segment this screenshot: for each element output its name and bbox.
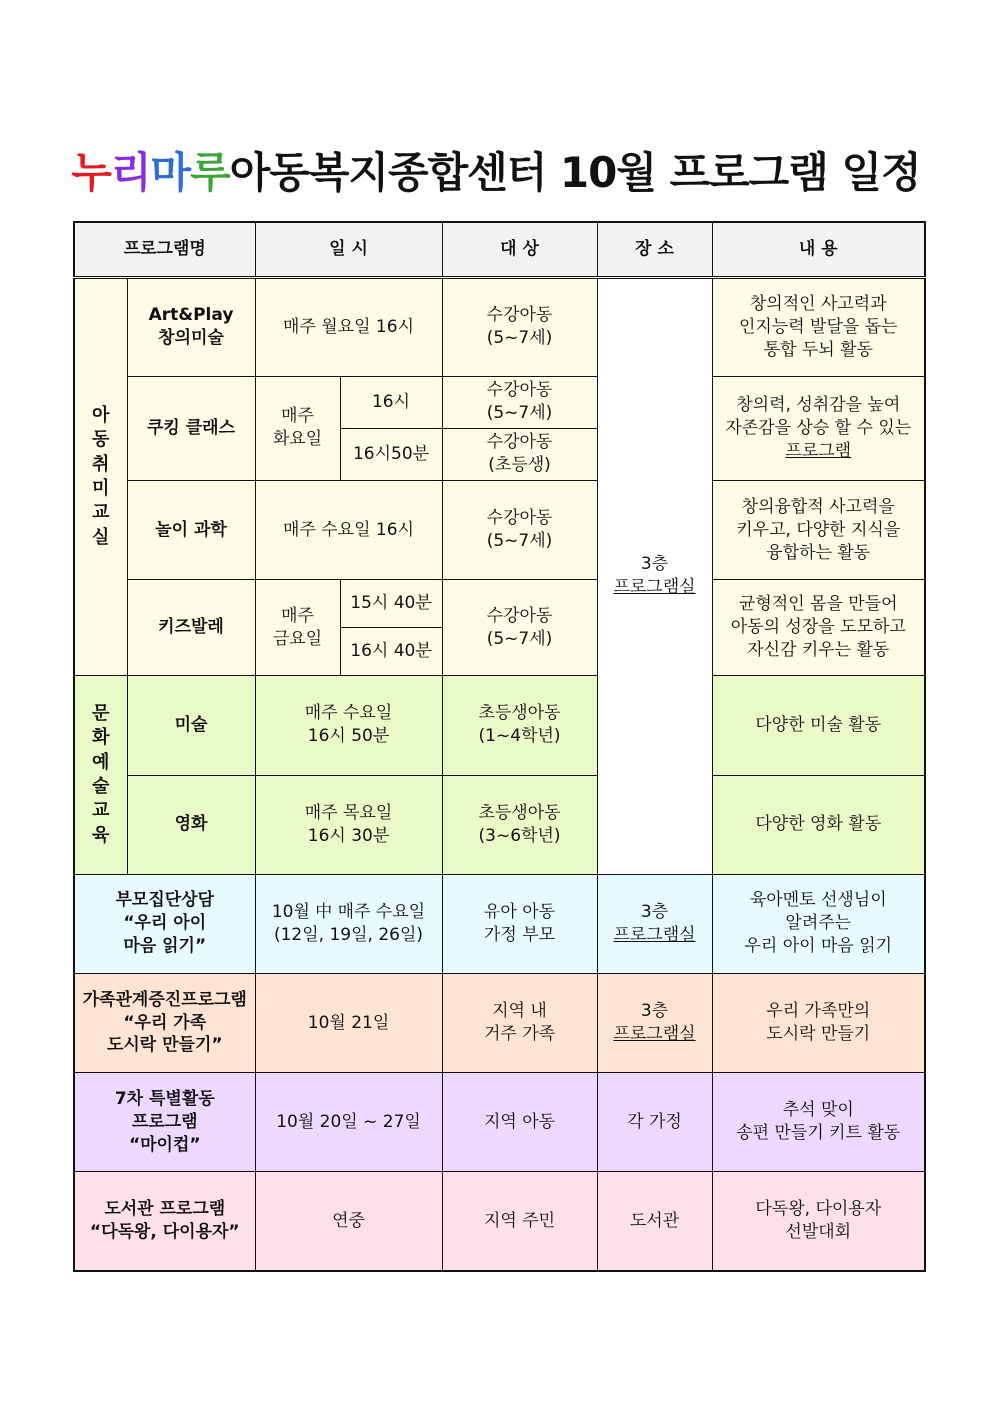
program-content: 창의융합적 사고력을 키우고, 다양한 지식을 융합하는 활동 xyxy=(712,480,925,579)
brand-char: 루 xyxy=(190,148,230,197)
program-target: 수강아동 (5~7세) xyxy=(442,580,597,676)
program-name: 가족관계증진프로그램 “우리 가족 도시락 만들기” xyxy=(74,973,255,1072)
program-content xyxy=(712,376,925,480)
program-content: 추석 맞이 송편 만들기 키트 활동 xyxy=(712,1073,925,1172)
program-place: 도서관 xyxy=(597,1172,712,1271)
program-time: 16시 40분 xyxy=(340,628,442,676)
program-target: 초등생아동 (3~6학년) xyxy=(442,775,597,874)
program-target: 지역 주민 xyxy=(442,1172,597,1271)
program-place xyxy=(597,973,712,1072)
place-room: 프로그램실 xyxy=(613,1023,696,1044)
header-target: 대 상 xyxy=(442,222,597,277)
program-name: 미술 xyxy=(127,676,255,775)
program-target: 수강아동 (5~7세) xyxy=(442,376,597,428)
program-name: 도서관 프로그램 “다독왕, 다이용자” xyxy=(74,1172,255,1271)
program-day: 매주 화요일 xyxy=(255,376,340,480)
program-content: 육아멘토 선생님이 알려주는 우리 아이 마음 읽기 xyxy=(712,874,925,973)
program-name: 영화 xyxy=(127,775,255,874)
program-target: 초등생아동 (1~4학년) xyxy=(442,676,597,775)
program-date: 10월 21일 xyxy=(255,973,442,1072)
program-name: 놀이 과학 xyxy=(127,480,255,579)
program-date: 매주 목요일 16시 30분 xyxy=(255,775,442,874)
title-rest: 아동복지종합센터 10월 프로그램 일정 xyxy=(229,148,921,197)
program-target: 수강아동 (5~7세) xyxy=(442,480,597,579)
program-name: 부모집단상담 “우리 아이 마음 읽기” xyxy=(74,874,255,973)
program-content: 균형적인 몸을 만들어 아동의 성장을 도모하고 자신감 키우는 활동 xyxy=(712,580,925,676)
place-floor: 3층 xyxy=(640,554,669,575)
content-text: 창의력, 성취감을 높여 자존감을 상승 할 수 있는 xyxy=(725,394,912,438)
program-content: 창의적인 사고력과 인지능력 발달을 돕는 통합 두뇌 활동 xyxy=(712,277,925,376)
program-date: 연중 xyxy=(255,1172,442,1271)
program-target: 수강아동 (초등생) xyxy=(442,428,597,480)
schedule-table xyxy=(73,221,926,1272)
brand-char: 누 xyxy=(71,148,111,197)
page-title xyxy=(0,140,992,200)
program-place xyxy=(597,874,712,973)
program-date: 10월 中 매주 수요일 (12일, 19일, 26일) xyxy=(255,874,442,973)
header-place: 장 소 xyxy=(597,222,712,277)
header-content: 내 용 xyxy=(712,222,925,277)
place-room: 프로그램실 xyxy=(613,577,696,598)
program-time: 16시 xyxy=(340,376,442,428)
program-place: 각 가정 xyxy=(597,1073,712,1172)
program-name: 키즈발레 xyxy=(127,580,255,676)
program-time: 16시50분 xyxy=(340,428,442,480)
header-program: 프로그램명 xyxy=(74,222,255,277)
program-date: 매주 수요일 16시 xyxy=(255,480,442,579)
program-name: 쿠킹 클래스 xyxy=(127,376,255,480)
program-content: 다양한 미술 활동 xyxy=(712,676,925,775)
program-name: 7차 특별활동 프로그램 “마이컵” xyxy=(74,1073,255,1172)
brand-char: 리 xyxy=(110,148,151,197)
program-target: 수강아동 (5~7세) xyxy=(442,277,597,376)
program-date: 매주 월요일 16시 xyxy=(255,277,442,376)
program-content: 우리 가족만의 도시락 만들기 xyxy=(712,973,925,1072)
program-day: 매주 금요일 xyxy=(255,580,340,676)
content-text-underlined: 프로그램 xyxy=(785,440,852,461)
program-content: 다양한 영화 활동 xyxy=(712,775,925,874)
place-room: 프로그램실 xyxy=(613,924,696,945)
program-target: 지역 내 거주 가족 xyxy=(442,973,597,1072)
program-date: 10월 20일 ~ 27일 xyxy=(255,1073,442,1172)
place-floor: 3층 xyxy=(640,901,669,922)
program-content: 다독왕, 다이용자 선발대회 xyxy=(712,1172,925,1271)
program-target: 지역 아동 xyxy=(442,1073,597,1172)
program-name: Art&Play 창의미술 xyxy=(127,277,255,376)
header-date: 일 시 xyxy=(255,222,442,277)
group-hobby: 아동취미교실 xyxy=(74,277,127,676)
program-date: 매주 수요일 16시 50분 xyxy=(255,676,442,775)
program-target: 유아 아동 가정 부모 xyxy=(442,874,597,973)
program-time: 15시 40분 xyxy=(340,580,442,628)
program-place-shared xyxy=(597,277,712,874)
group-culture: 문화예술교육 xyxy=(74,676,127,874)
brand-char: 마 xyxy=(150,148,191,197)
place-floor: 3층 xyxy=(640,1001,669,1022)
